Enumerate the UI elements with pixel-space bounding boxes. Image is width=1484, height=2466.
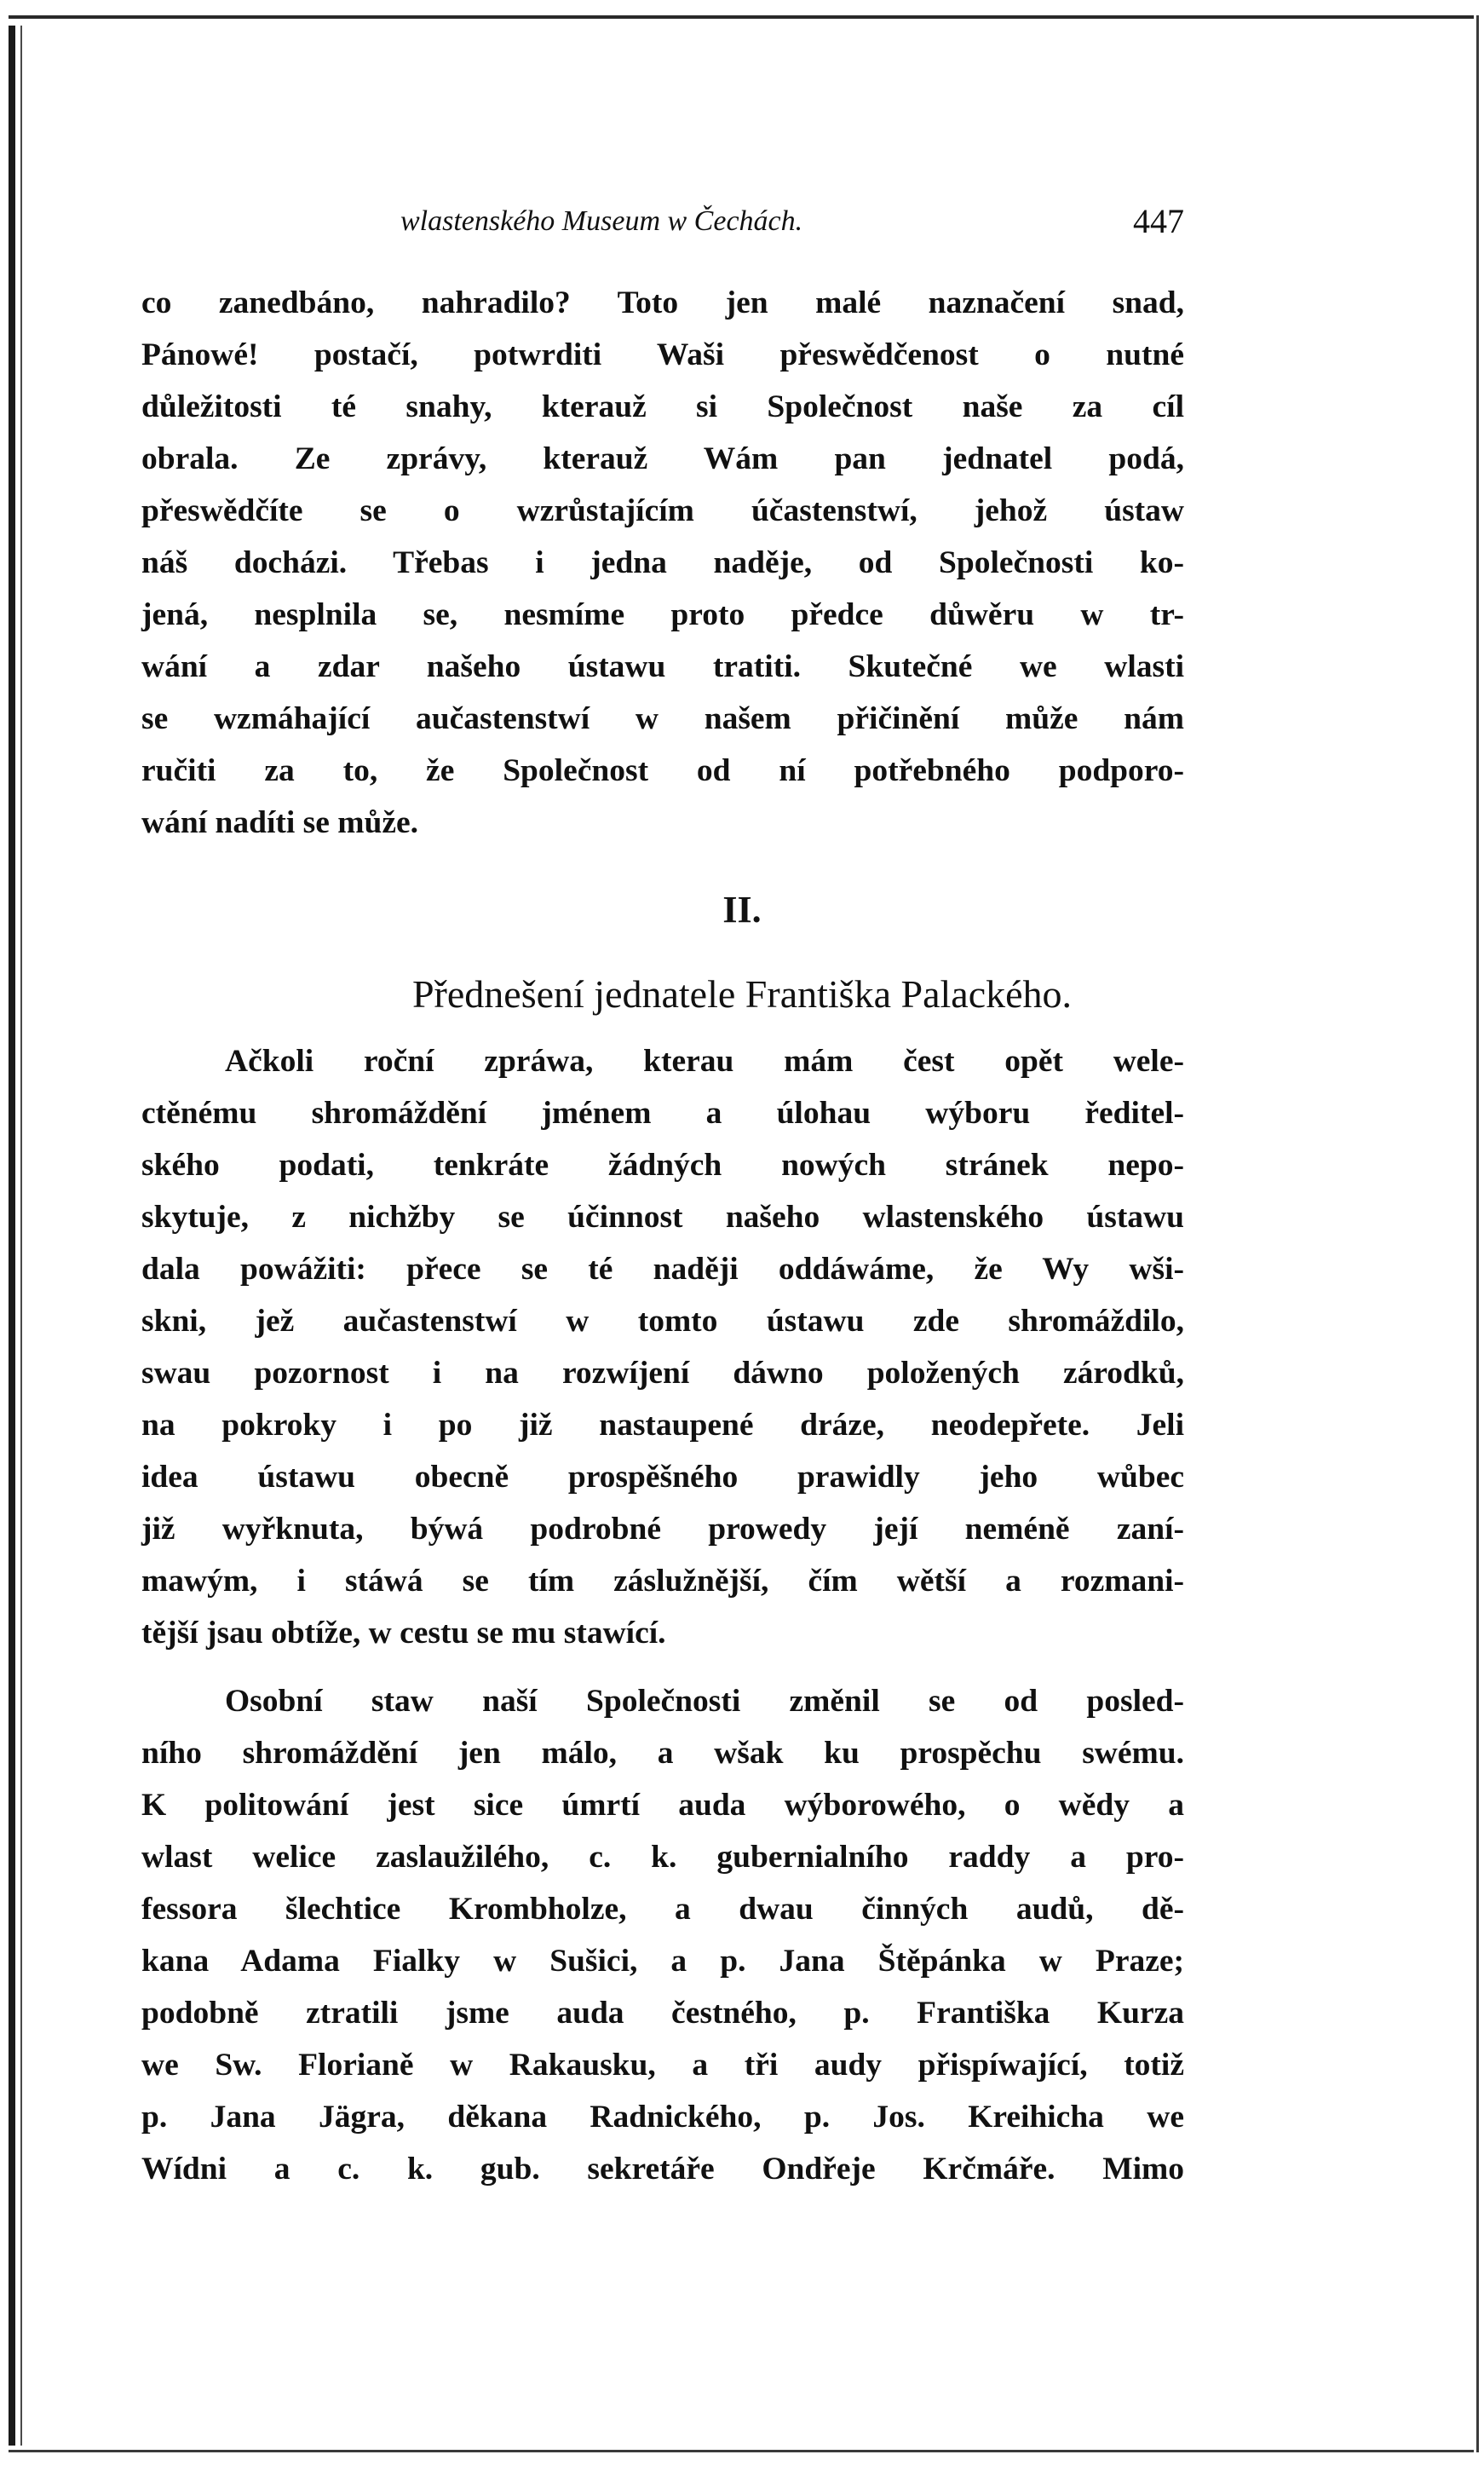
text-line: idea ústawu obecně prospěšného prawidly jeho wůbec: [141, 1460, 1184, 1495]
text-line: Osobní staw naší Společnosti změnil se od posled-: [225, 1684, 1184, 1719]
paragraph-2: [141, 1035, 1184, 1659]
text-line: důležitosti té snahy, kterauž si Společnost naše za cíl: [141, 389, 1184, 424]
text-line: kana Adama Fialky w Sušici, a p. Jana Štěpánka w Praze;: [141, 1944, 1184, 1979]
text-line: co zanedbáno, nahradilo? Toto jen malé naznačení snad,: [141, 285, 1184, 320]
text-line: we Sw. Florianě w Rakausku, a tři audy přispíwající, totiž: [141, 2048, 1184, 2083]
page-binding-edge: [9, 26, 15, 2446]
text-line: dala powážiti: přece se té naději oddáwáme, že Wy wši-: [141, 1252, 1184, 1287]
text-line: podobně ztratili jsme auda čestného, p. Františka Kurza: [141, 1996, 1184, 2031]
text-line: swau pozornost i na rozwíjení dáwno položených zárodků,: [141, 1356, 1184, 1391]
page-top-edge: [9, 15, 1474, 19]
text-line: p. Jana Jägra, děkana Radnického, p. Jos. Kreihicha we: [141, 2100, 1184, 2135]
page-bottom-edge: [9, 2450, 1474, 2452]
paragraph-1: [141, 277, 1184, 849]
text-line: se wzmáhající aučastenstwí w našem přičinění může nám: [141, 701, 1184, 736]
text-line: Ačkoli roční zpráwa, kterau mám čest opět wele-: [225, 1044, 1184, 1079]
text-line: wání a zdar našeho ústawu tratiti. Skutečné we wlasti: [141, 649, 1184, 684]
text-line: jená, nesplnila se, nesmíme proto předce důwěru w tr-: [141, 597, 1184, 632]
text-line: ního shromáždění jen málo, a wšak ku prospěchu swému.: [141, 1736, 1184, 1771]
text-line: skytuje, z nichžby se účinnost našeho wlastenského ústawu: [141, 1200, 1184, 1235]
running-title: wlastenského Museum w Čechách.: [400, 205, 803, 237]
page-number: 447: [1133, 202, 1184, 240]
section-number: II.: [722, 889, 762, 931]
text-line: přeswědčíte se o wzrůstajícím účastenstwí, jehož ústaw: [141, 493, 1184, 528]
text-line: tější jsau obtíže, w cestu se mu stawící.: [141, 1616, 666, 1651]
text-line: již wyřknuta, býwá podrobné prowedy její neméně zaní-: [141, 1512, 1184, 1547]
text-line: K politowání jest sice úmrtí auda wýborowého, o wědy a: [141, 1788, 1184, 1823]
page-right-edge: [1476, 15, 1479, 2452]
text-line: na pokroky i po již nastaupené dráze, neodepřete. Jeli: [141, 1408, 1184, 1443]
text-line: obrala. Ze zprávy, kterauž Wám pan jednatel podá,: [141, 441, 1184, 476]
text-line: náš docházi. Třebas i jedna naděje, od Společnosti ko-: [141, 545, 1184, 580]
text-line: ručiti za to, že Společnost od ní potřebného podporo-: [141, 753, 1184, 788]
text-line: Pánowé! postačí, potwrditi Waši přeswědčenost o nutné: [141, 337, 1184, 372]
text-line: fessora šlechtice Krombholze, a dwau činných audů, dě-: [141, 1892, 1184, 1927]
text-line: skni, jež aučastenstwí w tomto ústawu zde shromáždilo,: [141, 1304, 1184, 1339]
text-line: mawým, i stáwá se tím záslužnější, čím wětší a rozmani-: [141, 1564, 1184, 1599]
text-line: wlast welice zaslaužilého, c. k. gubernialního raddy a pro-: [141, 1840, 1184, 1875]
section-heading: Přednešení jednatele Františka Palackého.: [411, 972, 1073, 1016]
text-line: ctěnému shromáždění jménem a úlohau wýboru ředitel-: [141, 1096, 1184, 1131]
text-line: wání nadíti se může.: [141, 805, 419, 840]
text-line: Wídni a c. k. gub. sekretáře Ondřeje Krčmáře. Mimo: [141, 2152, 1184, 2187]
paragraph-3: [141, 1675, 1184, 2195]
text-line: ského podati, tenkráte žádných nowých stránek nepo-: [141, 1148, 1184, 1183]
running-header: [0, 196, 1484, 247]
page-binding-line: [20, 26, 22, 2446]
